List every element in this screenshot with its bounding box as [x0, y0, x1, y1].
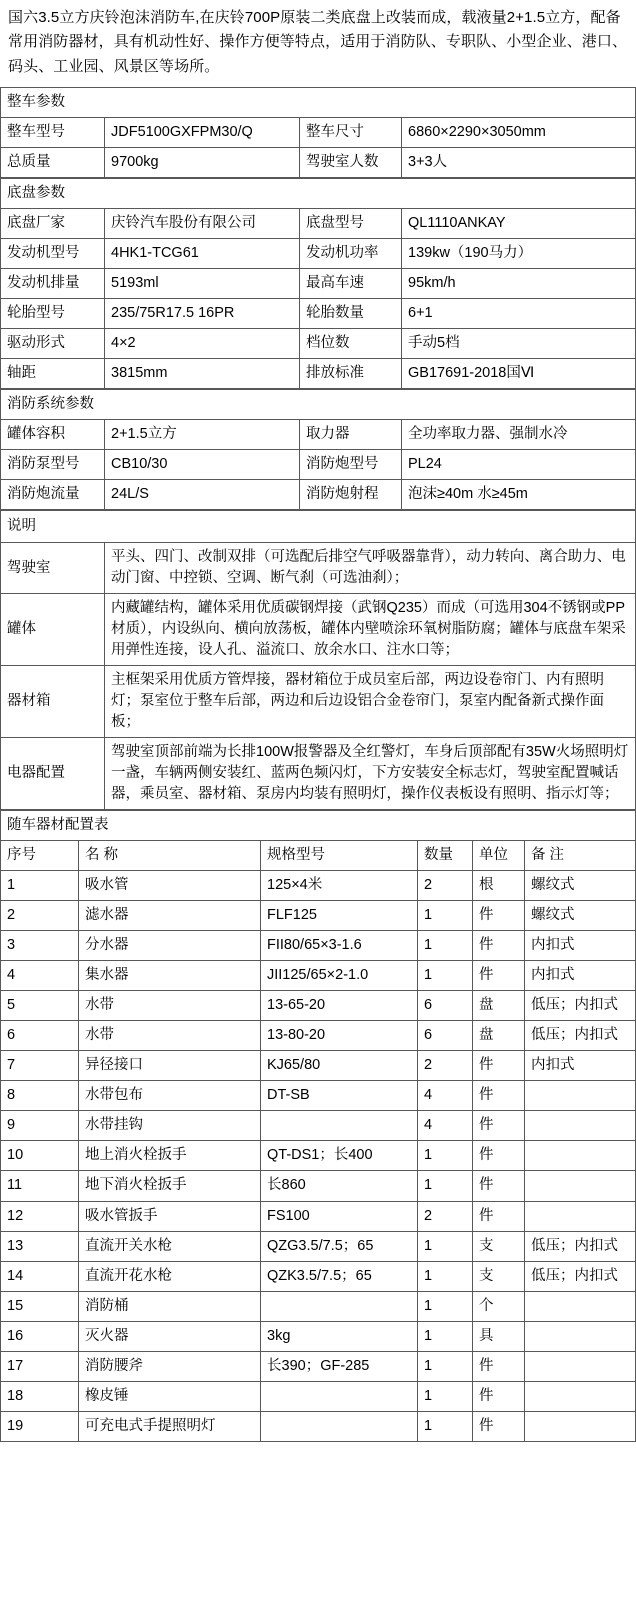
cell-label: 消防炮型号: [300, 450, 402, 480]
cell-name: 水带包布: [79, 1081, 261, 1111]
cell-model: [261, 1111, 418, 1141]
cell-index: 1: [1, 871, 79, 901]
cell-index: 11: [1, 1171, 79, 1201]
cell-model: FII80/65×3-1.6: [261, 931, 418, 961]
description-table: [0, 510, 636, 810]
cell-index: 17: [1, 1351, 79, 1381]
cell-name: 水带: [79, 991, 261, 1021]
cell-quantity: 1: [418, 1381, 473, 1411]
cell-value: 内藏罐结构，罐体采用优质碳钢焊接（武钢Q235）而成（可选用304不锈钢或PP材质），内设纵向、横向放荡板，罐体内壁喷涂环氧树脂防腐；罐体与底盘车架采用弹性连接，设人孔、溢流口、放余水口、注水口等；: [105, 594, 636, 666]
cell-remark: [525, 1081, 636, 1111]
cell-quantity: 1: [418, 1171, 473, 1201]
column-header-unit: 单位: [473, 841, 525, 871]
cell-index: 16: [1, 1321, 79, 1351]
table-row: [1, 901, 636, 931]
equipment-table: [0, 810, 636, 1441]
table-row: [1, 594, 636, 666]
cell-value: 全功率取力器、强制水冷: [402, 420, 636, 450]
cell-label: 总质量: [1, 147, 105, 177]
cell-value: 手动5档: [402, 329, 636, 359]
cell-index: 3: [1, 931, 79, 961]
intro-paragraph: 国六3.5立方庆铃泡沫消防车,在庆铃700P原装二类底盘上改装而成，载液量2+1.5立方，配备常用消防器材，具有机动性好、操作方便等特点，适用于消防队、专职队、小型企业、港口、码头、工业园、风景区等场所。: [8, 9, 628, 75]
cell-model: 13-65-20: [261, 991, 418, 1021]
cell-unit: 件: [473, 1141, 525, 1171]
cell-remark: [525, 1291, 636, 1321]
cell-value: 4×2: [105, 329, 300, 359]
cell-value: CB10/30: [105, 450, 300, 480]
table-row: [1, 1201, 636, 1231]
cell-quantity: 1: [418, 1261, 473, 1291]
cell-unit: 件: [473, 1051, 525, 1081]
section-title-vehicle: 整车参数: [1, 87, 636, 117]
cell-name: 灭火器: [79, 1321, 261, 1351]
cell-name: 可充电式手提照明灯: [79, 1411, 261, 1441]
column-header-remark: 备 注: [525, 841, 636, 871]
cell-model: [261, 1381, 418, 1411]
cell-name: 吸水管扳手: [79, 1201, 261, 1231]
cell-quantity: 2: [418, 1051, 473, 1081]
cell-unit: 盘: [473, 991, 525, 1021]
cell-value: 139kw（190马力）: [402, 238, 636, 268]
table-row: [1, 1111, 636, 1141]
chassis-params-table: [0, 178, 636, 389]
cell-remark: [525, 1111, 636, 1141]
cell-remark: 螺纹式: [525, 871, 636, 901]
table-row: [1, 117, 636, 147]
table-row: [1, 1351, 636, 1381]
cell-unit: 件: [473, 1411, 525, 1441]
cell-label: 最高车速: [300, 268, 402, 298]
cell-label: 轮胎型号: [1, 299, 105, 329]
cell-value: 95km/h: [402, 268, 636, 298]
cell-value: 5193ml: [105, 268, 300, 298]
section-title-chassis: 底盘参数: [1, 178, 636, 208]
cell-label: 消防炮流量: [1, 480, 105, 510]
table-row: [1, 329, 636, 359]
cell-remark: [525, 1171, 636, 1201]
cell-value: 主框架采用优质方管焊接，器材箱位于成员室后部，两边设卷帘门、内有照明灯；泵室位于整车后部，两边和后边设铝合金卷帘门，泵室内配备新式操作面板；: [105, 666, 636, 738]
cell-unit: 支: [473, 1231, 525, 1261]
cell-index: 6: [1, 1021, 79, 1051]
cell-model: [261, 1291, 418, 1321]
equipment-header-row: [1, 841, 636, 871]
table-row: [1, 991, 636, 1021]
cell-unit: 件: [473, 1381, 525, 1411]
table-row: [1, 1321, 636, 1351]
cell-index: 8: [1, 1081, 79, 1111]
cell-label: 档位数: [300, 329, 402, 359]
table-row: [1, 961, 636, 991]
cell-remark: 低压；内扣式: [525, 1231, 636, 1261]
cell-remark: 低压；内扣式: [525, 1261, 636, 1291]
cell-label: 罐体容积: [1, 420, 105, 450]
cell-unit: 具: [473, 1321, 525, 1351]
column-header-model: 规格型号: [261, 841, 418, 871]
cell-value: GB17691-2018国Ⅵ: [402, 359, 636, 389]
cell-unit: 件: [473, 1201, 525, 1231]
cell-unit: 件: [473, 1171, 525, 1201]
cell-label: 发动机型号: [1, 238, 105, 268]
table-row: [1, 1261, 636, 1291]
cell-remark: [525, 1141, 636, 1171]
cell-quantity: 1: [418, 1321, 473, 1351]
table-row: [1, 450, 636, 480]
cell-label: 消防炮射程: [300, 480, 402, 510]
table-row: [1, 1231, 636, 1261]
cell-label: 取力器: [300, 420, 402, 450]
cell-remark: [525, 1381, 636, 1411]
cell-unit: 件: [473, 931, 525, 961]
table-row: [1, 666, 636, 738]
table-row: [1, 931, 636, 961]
cell-remark: [525, 1351, 636, 1381]
vehicle-params-table: [0, 87, 636, 178]
cell-quantity: 1: [418, 1351, 473, 1381]
cell-unit: 根: [473, 871, 525, 901]
cell-model: 长390；GF-285: [261, 1351, 418, 1381]
cell-name: 消防桶: [79, 1291, 261, 1321]
cell-model: 13-80-20: [261, 1021, 418, 1051]
section-header-row: [1, 390, 636, 420]
cell-name: 地上消火栓扳手: [79, 1141, 261, 1171]
cell-unit: 盘: [473, 1021, 525, 1051]
cell-index: 9: [1, 1111, 79, 1141]
cell-label: 发动机排量: [1, 268, 105, 298]
cell-model: [261, 1411, 418, 1441]
cell-name: 滤水器: [79, 901, 261, 931]
cell-value: 3815mm: [105, 359, 300, 389]
cell-quantity: 1: [418, 1411, 473, 1441]
cell-label: 轮胎数量: [300, 299, 402, 329]
cell-value: 235/75R17.5 16PR: [105, 299, 300, 329]
cell-name: 水带挂钩: [79, 1111, 261, 1141]
cell-value: JDF5100GXFPM30/Q: [105, 117, 300, 147]
cell-quantity: 1: [418, 1141, 473, 1171]
section-header-row: [1, 178, 636, 208]
cell-name: 消防腰斧: [79, 1351, 261, 1381]
cell-name: 集水器: [79, 961, 261, 991]
cell-remark: [525, 1201, 636, 1231]
section-header-row: [1, 811, 636, 841]
cell-unit: 支: [473, 1261, 525, 1291]
cell-model: QZK3.5/7.5；65: [261, 1261, 418, 1291]
cell-value: 9700kg: [105, 147, 300, 177]
table-row: [1, 299, 636, 329]
cell-label: 罐体: [1, 594, 105, 666]
cell-label: 整车尺寸: [300, 117, 402, 147]
cell-label: 发动机功率: [300, 238, 402, 268]
table-row: [1, 238, 636, 268]
cell-index: 5: [1, 991, 79, 1021]
cell-remark: 螺纹式: [525, 901, 636, 931]
cell-model: QT-DS1；长400: [261, 1141, 418, 1171]
cell-remark: 内扣式: [525, 1051, 636, 1081]
cell-remark: [525, 1411, 636, 1441]
table-row: [1, 1021, 636, 1051]
cell-label: 器材箱: [1, 666, 105, 738]
cell-unit: 件: [473, 901, 525, 931]
cell-value: 6860×2290×3050mm: [402, 117, 636, 147]
cell-value: 泡沫≥40m 水≥45m: [402, 480, 636, 510]
cell-quantity: 2: [418, 871, 473, 901]
cell-name: 直流开花水枪: [79, 1261, 261, 1291]
cell-label: 驱动形式: [1, 329, 105, 359]
cell-name: 直流开关水枪: [79, 1231, 261, 1261]
table-row: [1, 208, 636, 238]
cell-value: 24L/S: [105, 480, 300, 510]
cell-label: 驾驶室人数: [300, 147, 402, 177]
cell-quantity: 1: [418, 901, 473, 931]
section-title-fire-system: 消防系统参数: [1, 390, 636, 420]
cell-name: 异径接口: [79, 1051, 261, 1081]
cell-model: 长860: [261, 1171, 418, 1201]
cell-quantity: 1: [418, 931, 473, 961]
cell-remark: 低压；内扣式: [525, 1021, 636, 1051]
cell-model: 3kg: [261, 1321, 418, 1351]
table-row: [1, 420, 636, 450]
fire-system-params-table: [0, 389, 636, 510]
cell-index: 12: [1, 1201, 79, 1231]
section-title-equipment-list: 随车器材配置表: [1, 811, 636, 841]
cell-value: PL24: [402, 450, 636, 480]
cell-quantity: 1: [418, 961, 473, 991]
cell-index: 4: [1, 961, 79, 991]
section-header-row: [1, 511, 636, 543]
table-row: [1, 1081, 636, 1111]
cell-name: 分水器: [79, 931, 261, 961]
table-row: [1, 871, 636, 901]
cell-model: FS100: [261, 1201, 418, 1231]
cell-model: FLF125: [261, 901, 418, 931]
cell-index: 19: [1, 1411, 79, 1441]
table-row: [1, 1291, 636, 1321]
cell-quantity: 6: [418, 991, 473, 1021]
table-row: [1, 738, 636, 810]
cell-label: 驾驶室: [1, 543, 105, 594]
cell-value: 3+3人: [402, 147, 636, 177]
cell-quantity: 4: [418, 1111, 473, 1141]
cell-label: 消防泵型号: [1, 450, 105, 480]
cell-value: 4HK1-TCG61: [105, 238, 300, 268]
cell-name: 地下消火栓扳手: [79, 1171, 261, 1201]
cell-value: 平头、四门、改制双排（可选配后排空气呼吸器靠背），动力转向、离合助力、电动门窗、中控锁、空调、断气刹（可选油刹）；: [105, 543, 636, 594]
table-row: [1, 1051, 636, 1081]
cell-value: QL1110ANKAY: [402, 208, 636, 238]
cell-remark: 内扣式: [525, 961, 636, 991]
cell-remark: 低压；内扣式: [525, 991, 636, 1021]
cell-index: 2: [1, 901, 79, 931]
cell-unit: 个: [473, 1291, 525, 1321]
cell-index: 10: [1, 1141, 79, 1171]
cell-label: 轴距: [1, 359, 105, 389]
cell-unit: 件: [473, 961, 525, 991]
table-row: [1, 1171, 636, 1201]
column-header-index: 序号: [1, 841, 79, 871]
table-row: [1, 480, 636, 510]
cell-unit: 件: [473, 1081, 525, 1111]
cell-remark: [525, 1321, 636, 1351]
cell-value: 驾驶室顶部前端为长排100W报警器及全红警灯，车身后顶部配有35W火场照明灯一盏，车辆两侧安装红、蓝两色频闪灯，下方安装安全标志灯，驾驶室配置喊话器，乘员室、器材箱、泵房内均装有照明灯，操作仪表板设有照明、指示灯等；: [105, 738, 636, 810]
cell-index: 15: [1, 1291, 79, 1321]
cell-label: 排放标准: [300, 359, 402, 389]
column-header-name: 名 称: [79, 841, 261, 871]
cell-index: 18: [1, 1381, 79, 1411]
cell-remark: 内扣式: [525, 931, 636, 961]
cell-unit: 件: [473, 1111, 525, 1141]
cell-label: 底盘型号: [300, 208, 402, 238]
cell-name: 橡皮锤: [79, 1381, 261, 1411]
table-row: [1, 1381, 636, 1411]
cell-index: 7: [1, 1051, 79, 1081]
cell-label: 底盘厂家: [1, 208, 105, 238]
cell-name: 水带: [79, 1021, 261, 1051]
cell-index: 13: [1, 1231, 79, 1261]
cell-name: 吸水管: [79, 871, 261, 901]
cell-model: 125×4米: [261, 871, 418, 901]
column-header-quantity: 数量: [418, 841, 473, 871]
section-header-row: [1, 87, 636, 117]
cell-label: 电器配置: [1, 738, 105, 810]
cell-model: DT-SB: [261, 1081, 418, 1111]
cell-quantity: 2: [418, 1201, 473, 1231]
cell-label: 整车型号: [1, 117, 105, 147]
table-row: [1, 1411, 636, 1441]
cell-value: 6+1: [402, 299, 636, 329]
cell-model: KJ65/80: [261, 1051, 418, 1081]
cell-quantity: 6: [418, 1021, 473, 1051]
cell-model: JII125/65×2-1.0: [261, 961, 418, 991]
cell-quantity: 4: [418, 1081, 473, 1111]
cell-quantity: 1: [418, 1231, 473, 1261]
cell-index: 14: [1, 1261, 79, 1291]
cell-model: QZG3.5/7.5；65: [261, 1231, 418, 1261]
table-row: [1, 359, 636, 389]
table-row: [1, 1141, 636, 1171]
cell-quantity: 1: [418, 1291, 473, 1321]
table-row: [1, 268, 636, 298]
cell-unit: 件: [473, 1351, 525, 1381]
table-row: [1, 147, 636, 177]
cell-value: 庆铃汽车股份有限公司: [105, 208, 300, 238]
section-title-description: 说明: [1, 511, 636, 543]
cell-value: 2+1.5立方: [105, 420, 300, 450]
table-row: [1, 543, 636, 594]
